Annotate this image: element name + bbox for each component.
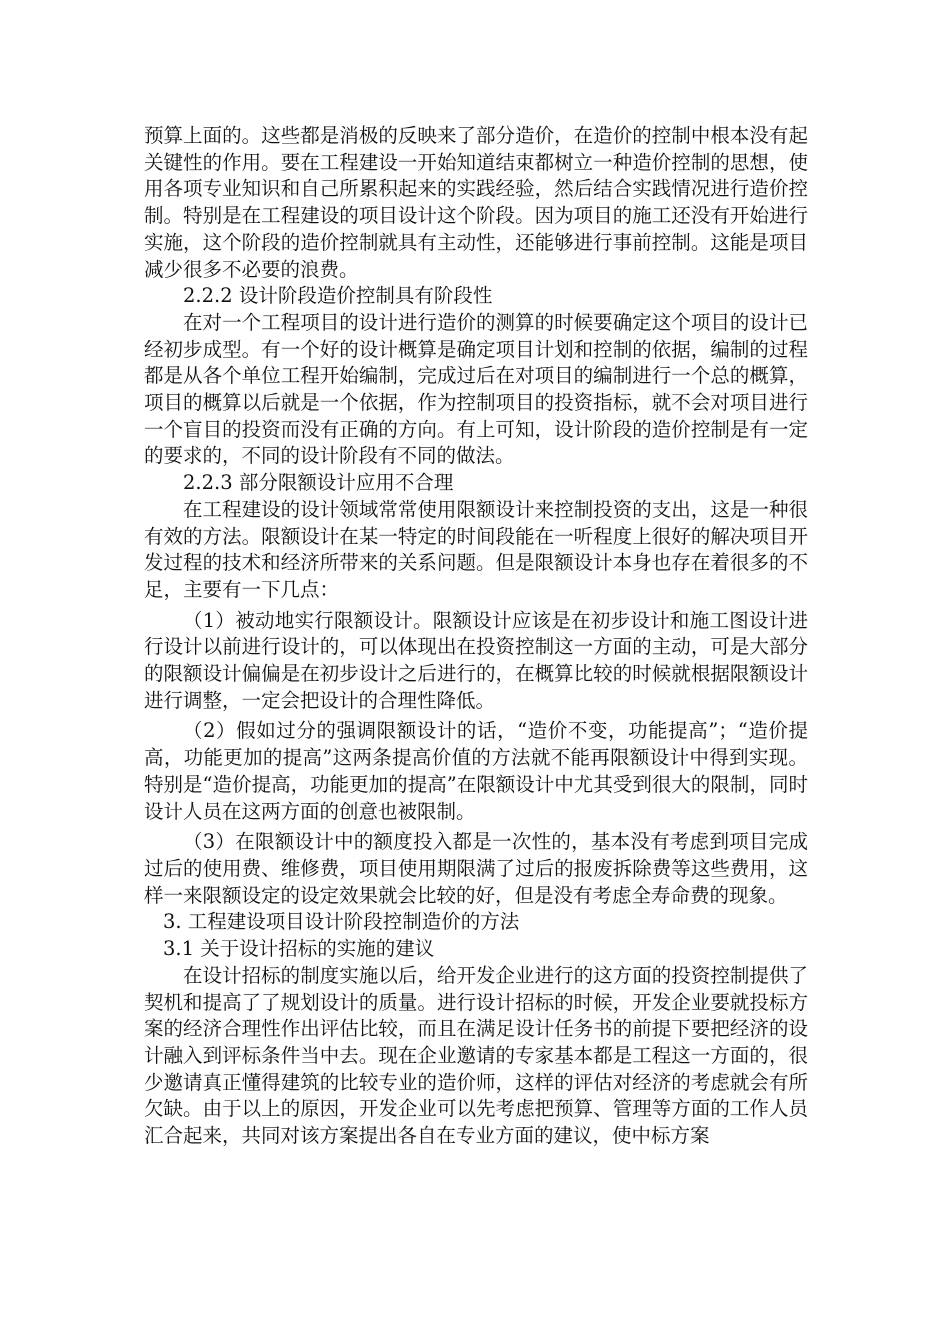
list-item-2: （2）假如过分的强调限额设计的话，“造价不变，功能提高”；“造价提高，功能更加的提高”这两条提高价值的方法就不能再限额设计中得到实现。特别是“造价提高，功能更加的提高”在限额设计中尤其受到很大的限制，同时设计人员在这两方面的创意也被限制。 — [144, 719, 808, 823]
paragraph-2-2-3: 在工程建设的设计领域常常使用限额设计来控制投资的支出，这是一种很有效的方法。限额设计在某一特定的时间段能在一听程度上很好的解决项目开发过程的技术和经济所带来的关系问题。但是限额设计本身也存在着很多的不足，主要有一下几点： — [144, 497, 808, 601]
section-heading-2-2-3: 2.2.3 部分限额设计应用不合理 — [183, 471, 454, 495]
section-heading-2-2-2: 2.2.2 设计阶段造价控制具有阶段性 — [183, 284, 493, 308]
paragraph-2-2-2: 在对一个工程项目的设计进行造价的测算的时候要确定这个项目的设计已经初步成型。有一个好的设计概算是确定项目计划和控制的依据，编制的过程都是从各个单位工程开始编制，完成过后在对项目的编制进行一个总的概算，项目的概算以后就是一个依据，作为控制项目的投资指标，就不会对项目进行一个盲目的投资而没有正确的方向。有上可知，设计阶段的造价控制是有一定的要求的，不同的设计阶段有不同的做法。 — [144, 310, 808, 468]
document-body — [144, 123, 808, 1150]
section-heading-3-1: 3.1 关于设计招标的实施的建议 — [163, 937, 435, 961]
list-item-1: （1）被动地实行限额设计。限额设计应该是在初步设计和施工图设计进行设计以前进行设计的，可以体现出在投资控制这一方面的主动，可是大部分的限额设计偏偏是在初步设计之后进行的，在概算比较的时候就根据限额设计进行调整，一定会把设计的合理性降低。 — [144, 608, 808, 712]
section-heading-3: 3. 工程建设项目设计阶段控制造价的方法 — [163, 910, 520, 934]
list-item-3: （3）在限额设计中的额度投入都是一次性的，基本没有考虑到项目完成过后的使用费、维修费，项目使用期限满了过后的报废拆除费等这些费用，这样一来限额设定的设定效果就会比较的好，但是没有考虑全寿命费的现象。 — [144, 830, 808, 907]
paragraph-3-1: 在设计招标的制度实施以后，给开发企业进行的这方面的投资控制提供了契机和提高了了规划设计的质量。进行设计招标的时候，开发企业要就投标方案的经济合理性作出评估比较，而且在满足设计任务书的前提下要把经济的设计融入到评标条件当中去。现在企业邀请的专家基本都是工程这一方面的，很少邀请真正懂得建筑的比较专业的造价师，这样的评估对经济的考虑就会有所欠缺。由于以上的原因，开发企业可以先考虑把预算、管理等方面的工作人员汇合起来，共同对该方案提出各自在专业方面的建议，使中标方案 — [144, 963, 808, 1148]
paragraph-continued: 预算上面的。这些都是消极的反映来了部分造价，在造价的控制中根本没有起关键性的作用。要在工程建设一开始知道结束都树立一种造价控制的思想，使用各项专业知识和自己所累积起来的实践经验，然后结合实践情况进行造价控制。特别是在工程建设的项目设计这个阶段。因为项目的施工还没有开始进行实施，这个阶段的造价控制就具有主动性，还能够进行事前控制。这能是项目减少很多不必要的浪费。 — [144, 124, 808, 281]
